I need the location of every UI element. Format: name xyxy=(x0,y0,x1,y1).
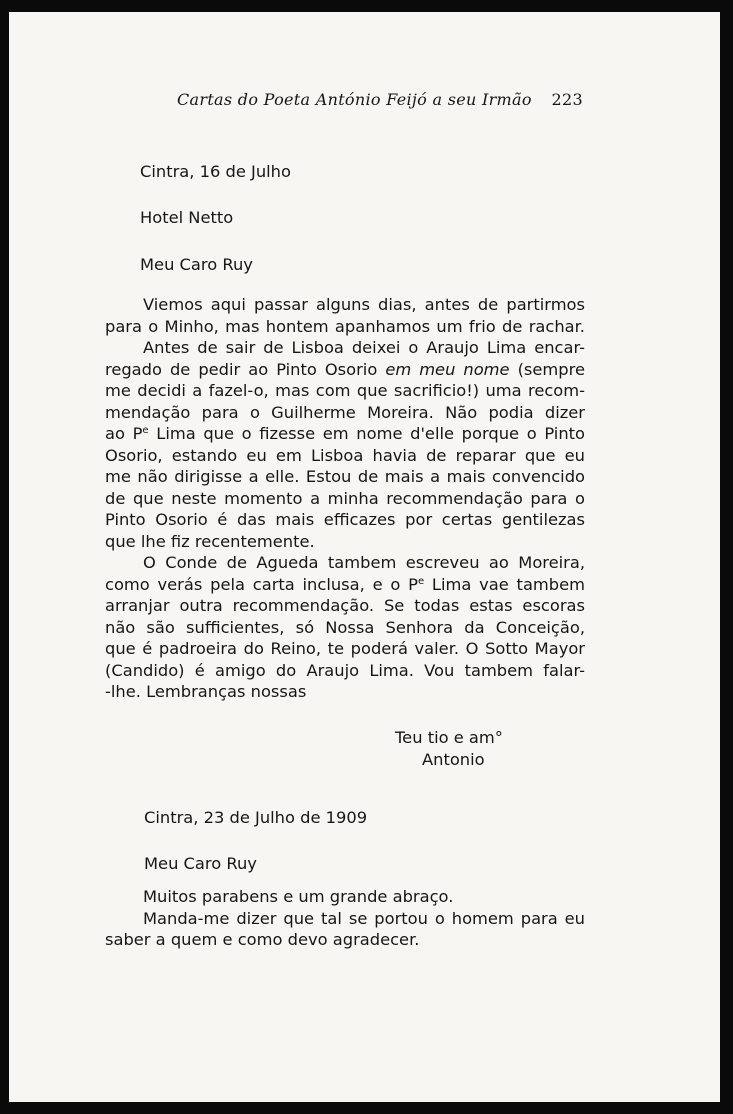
text-line: me não dirigisse a elle. Estou de mais a mais convencido xyxy=(105,467,585,486)
text-line: de que neste momento a minha recommendação para o xyxy=(105,488,585,508)
running-title: Cartas do Poeta António Feijó a seu Irmão xyxy=(177,90,532,109)
text-line: Antes de sair de Lisboa deixei o Araujo Lima encar- xyxy=(143,338,585,357)
text-line: como verás pela carta inclusa, e o $P^e$ Lima vae tambem xyxy=(105,574,585,594)
text-line: O Conde de Agueda tambem escreveu ao Moreira, xyxy=(143,553,585,572)
letter1-salutation: Meu Caro Ruy xyxy=(140,255,253,274)
text-line: me decidi a fazel-o, mas com que sacrificio!) uma recom- xyxy=(105,381,585,400)
text-line: Viemos aqui passar alguns dias, antes de partirmos xyxy=(143,295,585,314)
text-line: que é padroeira do Reino, te poderá valer. O Sotto Mayor xyxy=(105,639,585,658)
text-line: Pinto Osorio é das mais efficazes por certas gentilezas xyxy=(105,510,585,529)
text-line: regado de pedir ao Pinto Osorio em meu nome (sempre xyxy=(105,359,585,379)
text-line: arranjar outra recommendação. Se todas estas escoras xyxy=(105,596,585,615)
text-line: Osorio, estando eu em Lisboa havia de reparar que eu xyxy=(105,445,585,465)
italic-phrase: em meu nome xyxy=(385,359,510,379)
text-line: -lhe. Lembranças nossas xyxy=(105,682,307,701)
text-line: que lhe fiz recentemente. xyxy=(105,531,315,551)
book-page xyxy=(9,12,720,1102)
text-line: ao $P^e$ Lima que o fizesse em nome d'elle porque o Pinto xyxy=(105,424,585,443)
text-line: saber a quem e como devo agradecer. xyxy=(105,930,420,949)
text-line: (Candido) é amigo do Araujo Lima. Vou tambem falar- xyxy=(105,660,585,680)
letter2-body xyxy=(105,886,585,951)
letter1-place-date: Cintra, 16 de Julho xyxy=(140,162,291,181)
letter1-hotel: Hotel Netto xyxy=(140,208,234,227)
text-line: para o Minho, mas hontem apanhamos um frio de rachar. xyxy=(105,316,585,336)
text-line: Muitos parabens e um grande abraço. xyxy=(143,887,454,906)
text-line: mendação para o Guilherme Moreira. Não podia dizer xyxy=(105,402,585,422)
letter2-salutation: Meu Caro Ruy xyxy=(144,854,257,873)
text-line: não são sufficientes, só Nossa Senhora da Conceição, xyxy=(105,617,585,637)
page-number: 223 xyxy=(551,90,583,109)
letter2-place-date: Cintra, 23 de Julho de 1909 xyxy=(144,808,368,827)
letter1-signature: Antonio xyxy=(422,750,485,769)
letter1-body xyxy=(105,294,585,703)
text-line: Manda-me dizer que tal se portou o homem para eu xyxy=(143,908,585,928)
letter1-closing: Teu tio e am° xyxy=(395,728,503,747)
